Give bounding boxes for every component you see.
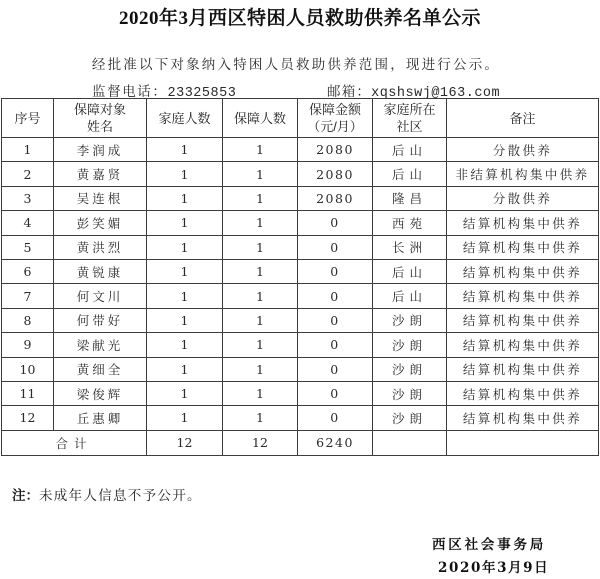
cell-amount: 0 xyxy=(298,357,373,381)
table-row xyxy=(2,138,599,162)
table-row xyxy=(2,308,599,332)
table-row xyxy=(2,211,599,235)
cell-covered: 1 xyxy=(223,406,298,430)
cell-index: 8 xyxy=(2,308,54,332)
cell-name: 何文川 xyxy=(54,284,147,308)
cell-remark: 结算机构集中供养 xyxy=(447,211,599,235)
table-row xyxy=(2,381,599,405)
cell-name: 何带好 xyxy=(54,308,147,332)
cell-index: 2 xyxy=(2,162,54,186)
total-row xyxy=(2,430,599,455)
cell-community: 沙朗 xyxy=(373,406,447,430)
table-row xyxy=(2,333,599,357)
phone-number: 23325853 xyxy=(167,86,237,101)
cell-remark: 结算机构集中供养 xyxy=(447,259,599,283)
cell-index: 10 xyxy=(2,357,54,381)
table-row xyxy=(2,162,599,186)
footnote-text: 未成年人信息不予公开。 xyxy=(39,488,202,504)
cell-family-size: 1 xyxy=(147,259,223,283)
cell-name: 吴连根 xyxy=(54,186,147,210)
cell-covered: 1 xyxy=(223,308,298,332)
table-body xyxy=(2,138,599,431)
cell-name: 黄锐康 xyxy=(54,259,147,283)
header-amount: 保障金额 （元/月） xyxy=(298,99,373,138)
total-community xyxy=(373,430,447,455)
cell-amount: 0 xyxy=(298,211,373,235)
cell-family-size: 1 xyxy=(147,162,223,186)
cell-remark: 结算机构集中供养 xyxy=(447,333,599,357)
email-label: 邮箱： xyxy=(327,84,372,100)
cell-amount: 0 xyxy=(298,235,373,259)
signature-date: 2020年3月9日 xyxy=(438,560,550,576)
total-amount: 6240 xyxy=(298,430,373,455)
cell-amount: 0 xyxy=(298,259,373,283)
cell-family-size: 1 xyxy=(147,211,223,235)
total-remark xyxy=(447,430,599,455)
cell-remark: 结算机构集中供养 xyxy=(447,381,599,405)
header-remark: 备注 xyxy=(447,99,599,138)
cell-community: 后山 xyxy=(373,138,447,162)
cell-index: 9 xyxy=(2,333,54,357)
table-row xyxy=(2,357,599,381)
cell-name: 梁俊辉 xyxy=(54,381,147,405)
footnote xyxy=(12,484,202,504)
cell-name: 李润成 xyxy=(54,138,147,162)
cell-covered: 1 xyxy=(223,381,298,405)
table-row xyxy=(2,186,599,210)
cell-covered: 1 xyxy=(223,186,298,210)
cell-remark: 结算机构集中供养 xyxy=(447,357,599,381)
cell-community: 后山 xyxy=(373,162,447,186)
cell-amount: 2080 xyxy=(298,162,373,186)
cell-amount: 0 xyxy=(298,406,373,430)
cell-remark: 分散供养 xyxy=(447,186,599,210)
cell-name: 梁献光 xyxy=(54,333,147,357)
cell-name: 丘惠卿 xyxy=(54,406,147,430)
cell-covered: 1 xyxy=(223,333,298,357)
cell-index: 6 xyxy=(2,259,54,283)
cell-family-size: 1 xyxy=(147,186,223,210)
header-family-size: 家庭人数 xyxy=(147,99,223,138)
cell-index: 5 xyxy=(2,235,54,259)
cell-covered: 1 xyxy=(223,162,298,186)
header-community: 家庭所在 社区 xyxy=(373,99,447,138)
cell-name: 黄细全 xyxy=(54,357,147,381)
phone-label: 监督电话： xyxy=(92,84,168,100)
cell-community: 后山 xyxy=(373,284,447,308)
cell-name: 彭笑媚 xyxy=(54,211,147,235)
cell-covered: 1 xyxy=(223,284,298,308)
cell-community: 沙朗 xyxy=(373,308,447,332)
cell-name: 黄嘉贤 xyxy=(54,162,147,186)
cell-community: 沙朗 xyxy=(373,381,447,405)
cell-family-size: 1 xyxy=(147,333,223,357)
cell-remark: 结算机构集中供养 xyxy=(447,406,599,430)
table-row xyxy=(2,284,599,308)
cell-family-size: 1 xyxy=(147,381,223,405)
intro-statement: 经批准以下对象纳入特困人员救助供养范围，现进行公示。 xyxy=(91,57,501,73)
cell-family-size: 1 xyxy=(147,138,223,162)
page-title: 2020年3月西区特困人员救助供养名单公示 xyxy=(118,8,481,29)
header-name: 保障对象 姓名 xyxy=(54,99,147,138)
cell-community: 西苑 xyxy=(373,211,447,235)
cell-remark: 结算机构集中供养 xyxy=(447,308,599,332)
cell-remark: 结算机构集中供养 xyxy=(447,284,599,308)
contact-line xyxy=(0,80,600,100)
table-header-row xyxy=(2,99,599,138)
cell-family-size: 1 xyxy=(147,357,223,381)
cell-amount: 0 xyxy=(298,284,373,308)
table-row xyxy=(2,235,599,259)
cell-name: 黄洪烈 xyxy=(54,235,147,259)
cell-amount: 2080 xyxy=(298,186,373,210)
cell-index: 7 xyxy=(2,284,54,308)
total-covered: 12 xyxy=(223,430,298,455)
cell-index: 12 xyxy=(2,406,54,430)
cell-family-size: 1 xyxy=(147,406,223,430)
cell-amount: 0 xyxy=(298,308,373,332)
header-covered-count: 保障人数 xyxy=(223,99,298,138)
cell-index: 11 xyxy=(2,381,54,405)
cell-covered: 1 xyxy=(223,259,298,283)
table-row xyxy=(2,259,599,283)
signature-organization: 西区社会事务局 xyxy=(432,537,547,553)
cell-community: 沙朗 xyxy=(373,357,447,381)
header-index: 序号 xyxy=(2,99,54,138)
cell-family-size: 1 xyxy=(147,308,223,332)
cell-covered: 1 xyxy=(223,211,298,235)
cell-community: 隆昌 xyxy=(373,186,447,210)
total-label: 合计 xyxy=(2,430,147,455)
footnote-label: 注： xyxy=(12,488,39,504)
cell-remark: 结算机构集中供养 xyxy=(447,235,599,259)
cell-family-size: 1 xyxy=(147,284,223,308)
cell-covered: 1 xyxy=(223,357,298,381)
table-row xyxy=(2,406,599,430)
recipient-table xyxy=(1,98,599,456)
cell-covered: 1 xyxy=(223,235,298,259)
cell-index: 3 xyxy=(2,186,54,210)
cell-community: 后山 xyxy=(373,259,447,283)
cell-amount: 0 xyxy=(298,381,373,405)
cell-index: 1 xyxy=(2,138,54,162)
email-address: xqshswj@163.com xyxy=(371,86,501,101)
cell-community: 长洲 xyxy=(373,235,447,259)
cell-amount: 2080 xyxy=(298,138,373,162)
cell-amount: 0 xyxy=(298,333,373,357)
cell-family-size: 1 xyxy=(147,235,223,259)
cell-remark: 非结算机构集中供养 xyxy=(447,162,599,186)
total-family-size: 12 xyxy=(147,430,223,455)
cell-remark: 分散供养 xyxy=(447,138,599,162)
cell-community: 沙朗 xyxy=(373,333,447,357)
cell-covered: 1 xyxy=(223,138,298,162)
cell-index: 4 xyxy=(2,211,54,235)
